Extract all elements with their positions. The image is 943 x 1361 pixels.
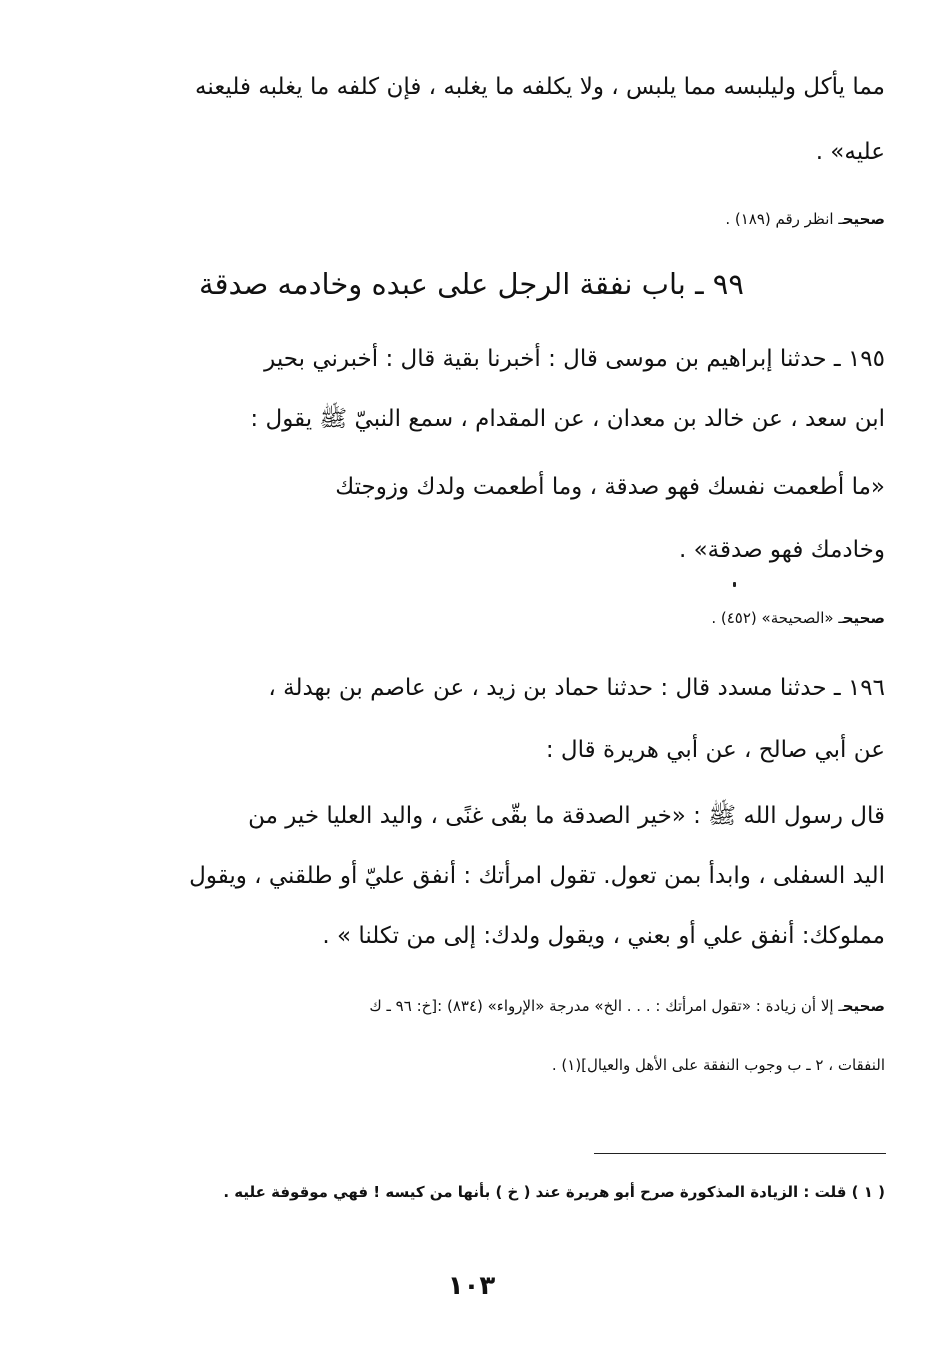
- hadith-text-line: «ما أطعمت نفسك فهو صدقة ، وما أطعمت ولدك وزوجتك: [335, 474, 885, 500]
- ink-dot: [733, 582, 736, 587]
- grade-label: صحيح: [842, 997, 885, 1015]
- chapter-heading: ٩٩ ـ باب نفقة الرجل على عبده وخادمه صدقة: [199, 267, 744, 301]
- hadith-grade: [105, 995, 885, 1017]
- hadith-grade: [105, 607, 885, 629]
- footnote: ( ١ ) قلت : الزيادة المذكورة صرح أبو هريرة عند ( خ ) بأنها من كيسه ! فهي موقوفة عليه .: [223, 1183, 885, 1201]
- grade-continuation: النفقات ، ٢ ـ ب وجوب النفقة على الأهل والعيال](١) .: [551, 1056, 885, 1074]
- text-line: مما يأكل وليلبسه مما يلبس ، ولا يكلفه ما يغلبه ، فإن كلفه ما يغلبه فليعنه: [195, 74, 885, 100]
- grade-text: ـ «الصحيحة» (٤٥٢) .: [711, 609, 843, 627]
- hadith-text-line: وخادمك فهو صدقة» .: [678, 537, 885, 563]
- hadith-text-line: مملوكك: أنفق علي أو بعني ، ويقول ولدك: إلى من تكلنا » .: [322, 923, 885, 949]
- footnote-divider: [594, 1153, 886, 1154]
- grade-text: ـ انظر رقم (١٨٩) .: [725, 210, 843, 228]
- hadith-text-line: ١٩٦ ـ حدثنا مسدد قال : حدثنا حماد بن زيد ، عن عاصم بن بهدلة ،: [268, 675, 885, 701]
- grade-text: ـ إلا أن زيادة : «تقول امرأتك : . . . الخ» مدرجة «الإرواء» (٨٣٤) :[خ: ٩٦ ـ ك: [369, 997, 843, 1015]
- hadith-grade: [105, 208, 885, 230]
- hadith-text-line: قال رسول الله ﷺ : «خير الصدقة ما بقّى غنًى ، واليد العليا خير من: [248, 803, 885, 829]
- text-line: عليه» .: [815, 139, 885, 165]
- hadith-text-line: عن أبي صالح ، عن أبي هريرة قال :: [545, 737, 885, 763]
- page-number: ١٠٣: [447, 1271, 496, 1301]
- hadith-text-line: اليد السفلى ، وابدأ بمن تعول. تقول امرأتك : أنفق عليّ أو طلقني ، ويقول: [189, 863, 885, 889]
- grade-label: صحيح: [842, 210, 885, 228]
- hadith-text-line: ابن سعد ، عن خالد بن معدان ، عن المقدام ، سمع النبيّ ﷺ يقول :: [250, 406, 885, 432]
- hadith-text-line: ١٩٥ ـ حدثنا إبراهيم بن موسى قال : أخبرنا بقية قال : أخبرني بحير: [264, 346, 885, 372]
- grade-label: صحيح: [842, 609, 885, 627]
